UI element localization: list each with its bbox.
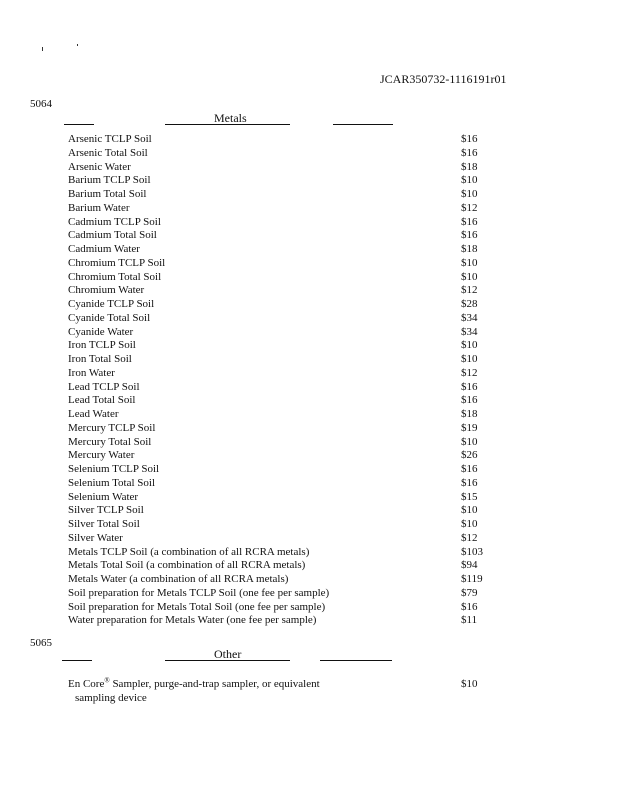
fee-item-price: $10 (461, 353, 478, 365)
fee-item-price: $34 (461, 325, 478, 338)
fee-item-price: $12 (461, 366, 478, 379)
fee-item-name: Chromium Total Soil (68, 270, 162, 283)
heading-rule-right (333, 124, 393, 125)
fee-item-name: Cyanide TCLP Soil (68, 298, 155, 310)
fee-item-name: Cadmium Total Soil (68, 229, 157, 242)
fee-row (68, 601, 568, 615)
fee-row (68, 353, 568, 367)
fee-item-price: $28 (461, 298, 478, 310)
fee-item-name: Silver Total Soil (68, 518, 140, 530)
section-code-other: 5065 (30, 637, 52, 649)
fee-item-price: $10 (461, 435, 478, 448)
fee-row (68, 559, 568, 573)
fee-item-price: $26 (461, 449, 478, 462)
fee-item-price: $19 (461, 421, 478, 434)
fee-item-price: $16 (461, 380, 478, 393)
other-item-price: $10 (461, 678, 478, 690)
fee-item-price: $16 (461, 476, 478, 489)
fee-item-name: Lead TCLP Soil (68, 380, 140, 393)
fee-row (68, 546, 568, 560)
fee-row (68, 298, 568, 312)
fee-item-price: $10 (461, 270, 478, 283)
section-code-metals: 5064 (30, 98, 52, 110)
fee-row (68, 271, 568, 285)
fee-item-name: Selenium TCLP Soil (68, 463, 160, 475)
fee-item-price: $10 (461, 188, 478, 200)
fee-item-price: $16 (461, 215, 478, 228)
fee-item-price: $10 (461, 518, 478, 530)
fee-item-price: $16 (461, 146, 478, 159)
fee-item-price: $10 (461, 256, 478, 269)
section-heading-other: Other (214, 647, 242, 661)
fee-item-price: $11 (461, 614, 478, 627)
fee-item-price: $12 (461, 284, 478, 297)
fee-item-price: $12 (461, 531, 478, 544)
scan-speck (77, 44, 78, 46)
scan-speck (42, 47, 43, 51)
fee-row (68, 229, 568, 243)
fee-item-name: Barium Total Soil (68, 188, 147, 200)
fee-item-price: $12 (461, 201, 478, 214)
fee-item-name: Iron TCLP Soil (68, 339, 136, 352)
fee-item-price: $16 (461, 229, 478, 242)
fee-row (68, 573, 568, 587)
fee-row (68, 408, 568, 422)
fee-item-price: $16 (461, 463, 478, 475)
fee-row (68, 216, 568, 230)
registered-mark: ® (104, 676, 110, 685)
fee-item-name: Cadmium Water (68, 243, 140, 255)
fee-item-price: $10 (461, 339, 478, 352)
other-item-name (68, 678, 320, 690)
fee-row (68, 202, 568, 216)
fee-row (68, 174, 568, 188)
fee-row (68, 188, 568, 202)
fee-row (68, 367, 568, 381)
fee-row (68, 504, 568, 518)
fee-row (68, 133, 568, 147)
fee-row (68, 449, 568, 463)
fee-item-name: Cyanide Water (68, 325, 134, 338)
fee-item-name: Barium Water (68, 201, 130, 214)
fee-item-price: $119 (461, 573, 483, 585)
fee-row (68, 326, 568, 340)
fee-item-name: Water preparation for Metals Water (one fee per sample) (68, 614, 317, 627)
fee-item-name: Cyanide Total Soil (68, 311, 151, 324)
fee-item-name: Mercury Water (68, 449, 135, 462)
fee-item-name: Mercury Total Soil (68, 435, 152, 448)
fee-row (68, 284, 568, 298)
fee-row (68, 477, 568, 491)
fee-item-name: Metals Total Soil (a combination of all RCRA metals) (68, 559, 306, 572)
heading-rule-left (62, 660, 92, 661)
fee-item-name: Iron Water (68, 366, 115, 379)
fee-row (68, 614, 568, 628)
other-item-name-a: En Core (68, 678, 105, 690)
other-item-name-b: Sampler, purge-and-trap sampler, or equivalent (109, 678, 320, 690)
fee-item-price: $79 (461, 586, 478, 599)
fee-item-price: $15 (461, 490, 478, 503)
fee-item-name: Metals Water (a combination of all RCRA metals) (68, 573, 289, 585)
document-id: JCAR350732-1116191r01 (380, 72, 507, 86)
fee-item-name: Selenium Total Soil (68, 476, 156, 489)
fee-item-price: $18 (461, 408, 478, 420)
fee-item-price: $18 (461, 243, 478, 255)
fee-item-name: Arsenic Total Soil (68, 146, 148, 159)
fee-row (68, 463, 568, 477)
heading-rule-right (320, 660, 392, 661)
fee-item-name: Chromium TCLP Soil (68, 256, 166, 269)
fee-row (68, 532, 568, 546)
fee-row (68, 243, 568, 257)
fee-item-name: Soil preparation for Metals Total Soil (one fee per sample) (68, 600, 326, 613)
fee-item-price: $10 (461, 504, 478, 517)
other-item-name-continued: sampling device (75, 692, 147, 704)
fee-item-name: Silver TCLP Soil (68, 504, 144, 517)
fee-item-price: $34 (461, 311, 478, 324)
fee-row (68, 491, 568, 505)
fee-item-name: Chromium Water (68, 284, 145, 297)
fee-item-name: Mercury TCLP Soil (68, 421, 156, 434)
fee-item-price: $94 (461, 559, 478, 572)
section-heading-metals: Metals (214, 111, 247, 125)
fee-item-name: Lead Water (68, 408, 119, 420)
fee-item-price: $10 (461, 174, 478, 187)
fee-row (68, 381, 568, 395)
fee-item-name: Silver Water (68, 531, 123, 544)
fee-row (68, 394, 568, 408)
fee-row (68, 147, 568, 161)
fee-row (68, 339, 568, 353)
fee-item-name: Cadmium TCLP Soil (68, 215, 161, 228)
fee-row (68, 257, 568, 271)
fee-item-price: $16 (461, 600, 478, 613)
fee-item-price: $103 (461, 545, 483, 558)
fee-row (68, 518, 568, 532)
fee-item-name: Barium TCLP Soil (68, 174, 151, 187)
fee-item-price: $16 (461, 133, 478, 145)
fee-row (68, 161, 568, 175)
fee-item-price: $16 (461, 394, 478, 407)
fee-item-name: Iron Total Soil (68, 353, 132, 365)
fee-row (68, 436, 568, 450)
heading-rule-left (64, 124, 94, 125)
fee-row (68, 312, 568, 326)
fee-row (68, 422, 568, 436)
fee-item-name: Lead Total Soil (68, 394, 136, 407)
fee-item-name: Arsenic Water (68, 160, 131, 173)
fee-item-name: Soil preparation for Metals TCLP Soil (one fee per sample) (68, 586, 330, 599)
fee-item-name: Selenium Water (68, 490, 139, 503)
fee-item-name: Metals TCLP Soil (a combination of all RCRA metals) (68, 545, 310, 558)
fee-row (68, 587, 568, 601)
fee-item-name: Arsenic TCLP Soil (68, 133, 152, 145)
fee-item-price: $18 (461, 160, 478, 173)
